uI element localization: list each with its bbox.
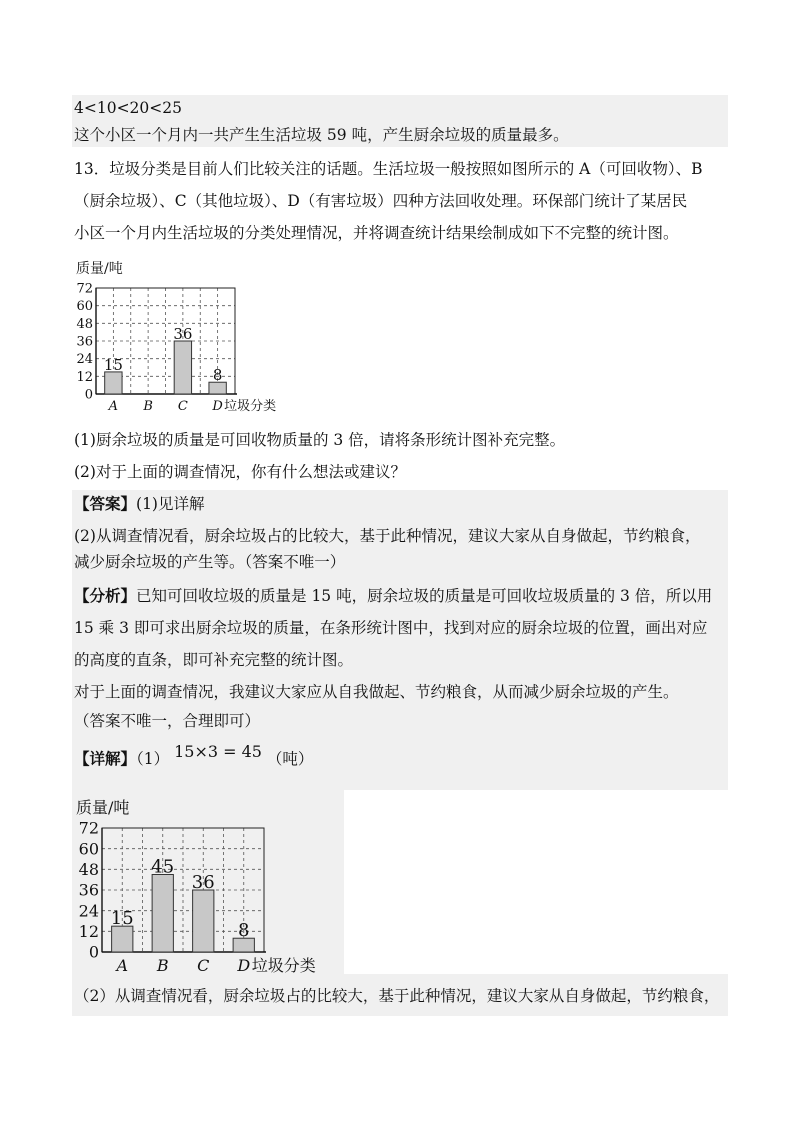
detail-part: （1） [136, 750, 170, 768]
y-tick-label: 72 [78, 818, 99, 838]
bar-A [105, 372, 122, 394]
subquestion-2: (2)对于上面的调查情况，你有什么想法或建议？ [74, 463, 406, 481]
y-tick-label: 36 [76, 334, 93, 350]
answer-2-line-2: 减少厨余垃圾的产生等。（答案不唯一） [74, 553, 346, 571]
analysis-line-5: （答案不唯一，合理即可） [74, 712, 261, 730]
answer-label: 【答案】 [74, 494, 137, 513]
answer-text: (1)见详解 [136, 495, 205, 513]
detail-unit: （吨） [266, 750, 314, 768]
y-tick-label: 36 [78, 880, 99, 900]
y-tick-label: 24 [78, 901, 99, 921]
data-label-D: 8 [238, 920, 250, 942]
incomplete-bar-chart [68, 255, 308, 415]
analysis-text-1: 已知可回收垃圾的质量是 15 吨，厨余垃圾的质量是可回收垃圾质量的 3 倍，所以用 [136, 587, 713, 605]
bar-C [174, 341, 191, 394]
bar-A [112, 926, 133, 952]
analysis-line-4: 对于上面的调查情况，我建议大家应从自我做起、节约粮食，从而减少厨余垃圾的产生。 [74, 683, 679, 701]
analysis-line-3: 的高度的直条，即可补充完整的统计图。 [74, 651, 354, 669]
analysis-line-2: 15 乘 3 即可求出厨余垃圾的质量，在条形统计图中，找到对应的厨余垃圾的位置，画出对应 [74, 619, 708, 637]
answer-line [74, 493, 204, 515]
data-label-C: 36 [173, 325, 193, 343]
y-tick-label: 0 [84, 387, 93, 403]
y-tick-label: 24 [76, 352, 93, 368]
y-tick-label: 48 [78, 859, 99, 879]
question-13-line-3: 小区一个月内生活垃圾的分类处理情况，并将调查统计结果绘制成如下不完整的统计图。 [74, 224, 679, 242]
conclusion-line: 这个小区一个月内一共产生生活垃圾 59 吨，产生厨余垃圾的质量最多。 [74, 126, 569, 144]
bar-C [193, 890, 214, 952]
bar-B [152, 875, 173, 953]
y-tick-label: 60 [76, 299, 93, 315]
chart2-ylabel: 质量/吨 [76, 798, 130, 817]
category-label-A: A [108, 399, 119, 414]
data-label-D: 8 [212, 366, 223, 385]
detail-equation: 15×3 = 45 [174, 742, 262, 761]
y-tick-label: 48 [76, 316, 93, 332]
analysis-line-1 [74, 585, 712, 607]
detail-2-line: （2）从调查情况看，厨余垃圾占的比较大，基于此种情况，建议大家从自身做起，节约粮食， [74, 987, 720, 1005]
y-tick-label: 12 [78, 921, 99, 941]
question-13-line-2: （厨余垃圾）、C（其他垃圾）、D（有害垃圾）四种方法回收处理。环保部门统计了某居民 [74, 192, 688, 210]
category-label-B: B [143, 399, 153, 414]
category-label-D: D [212, 399, 223, 414]
chart1-ylabel: 质量/吨 [76, 261, 123, 277]
completed-bar-chart [68, 793, 344, 973]
category-label-C: C [177, 399, 188, 414]
x-axis-label: 垃圾分类 [224, 399, 277, 414]
detail-line [74, 742, 314, 770]
y-tick-label: 12 [76, 369, 93, 385]
data-label-A: 15 [110, 908, 134, 930]
data-label-B: 45 [151, 856, 175, 878]
category-label-D: D [237, 956, 251, 973]
detail-label: 【详解】 [74, 749, 137, 768]
answer-2-line-1: (2)从调查情况看，厨余垃圾占的比较大，基于此种情况，建议大家从自身做起，节约粮食， [74, 527, 701, 545]
inequality-line: 4<10<20<25 [74, 99, 182, 117]
category-label-A: A [116, 956, 129, 973]
x-axis-label: 垃圾分类 [251, 956, 316, 973]
y-tick-label: 60 [78, 839, 99, 859]
subquestion-1: (1)厨余垃圾的质量是可回收物质量的 3 倍，请将条形统计图补充完整。 [74, 431, 566, 449]
category-label-B: B [156, 956, 169, 973]
y-tick-label: 0 [88, 942, 99, 962]
question-13-line-1: 13．垃圾分类是目前人们比较关注的话题。生活垃圾一般按照如图所示的 A（可回收物）、B [74, 160, 703, 178]
data-label-A: 15 [103, 355, 123, 374]
analysis-label: 【分析】 [74, 586, 137, 605]
category-label-C: C [197, 956, 210, 973]
y-tick-label: 72 [76, 281, 93, 297]
data-label-C: 36 [191, 872, 215, 893]
